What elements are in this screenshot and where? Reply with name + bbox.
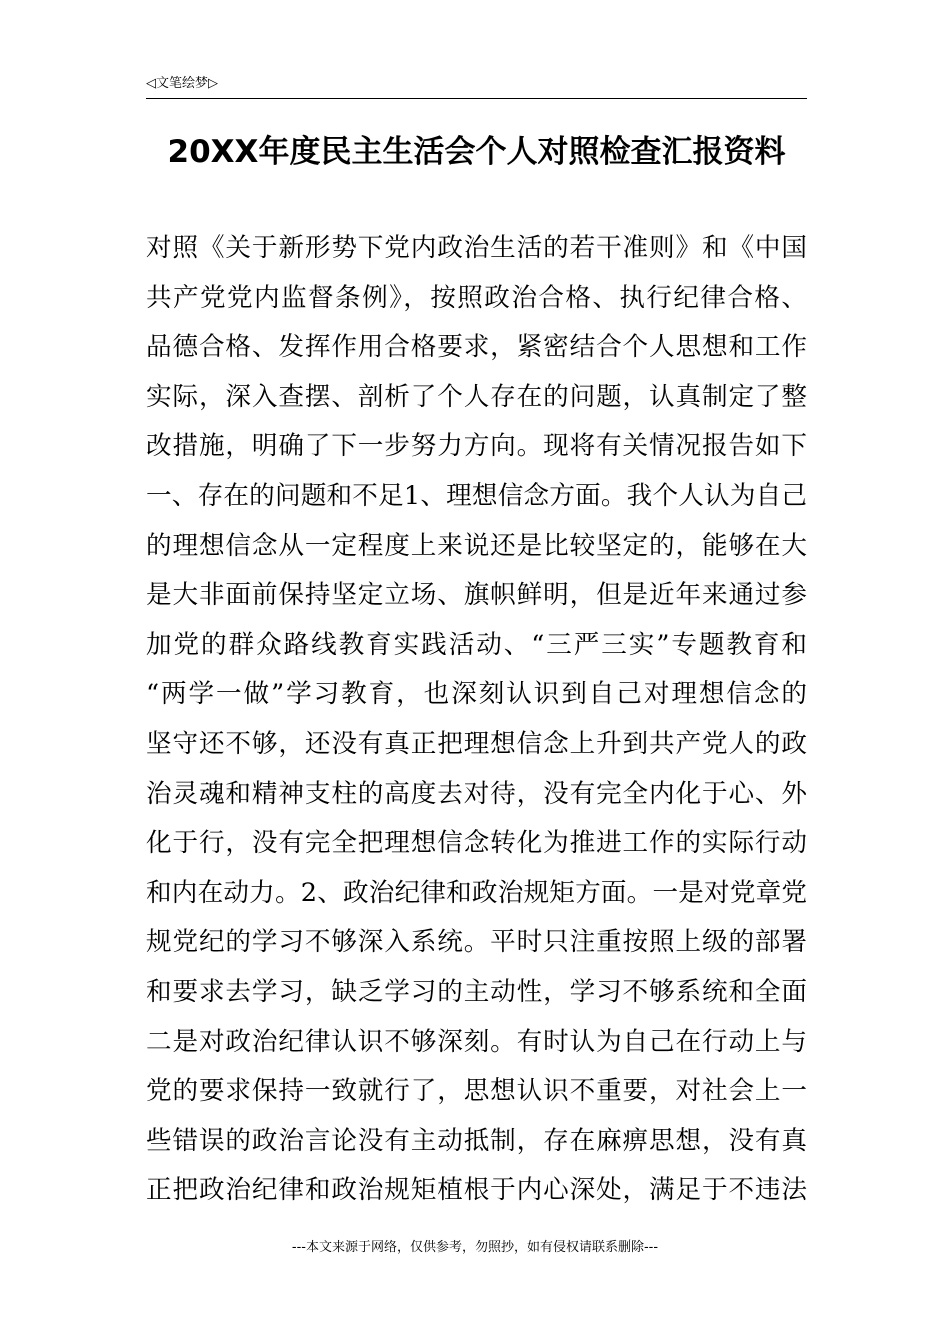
body-line: 治灵魂和精神支柱的高度去对待，没有完全内化于心、外 [146, 778, 807, 809]
body-line: 些错误的政治言论没有主动抵制，存在麻痹思想，没有真 [146, 1125, 807, 1156]
header-brand-text: ◁文笔绘梦▷ [146, 76, 218, 91]
body-line: 化于行，没有完全把理想信念转化为推进工作的实际行动 [146, 828, 807, 859]
body-line: 加党的群众路线教育实践活动、“三严三实”专题教育和 [146, 629, 807, 660]
body-line: 正把政治纪律和政治规矩植根于内心深处，满足于不违法 [146, 1175, 807, 1206]
page-footer-disclaimer: ---本文来源于网络，仅供参考，勿照抄，如有侵权请联系删除--- [291, 1240, 659, 1255]
document-body [146, 224, 807, 1216]
body-line: 和内在动力。2、政治纪律和政治规矩方面。一是对党章党 [146, 877, 807, 908]
body-line: 规党纪的学习不够深入系统。平时只注重按照上级的部署 [146, 927, 807, 958]
body-line: 和要求去学习，缺乏学习的主动性，学习不够系统和全面 [146, 976, 807, 1007]
body-line: 对照《关于新形势下党内政治生活的若干准则》和《中国 [146, 233, 807, 263]
body-line: “两学一做”学习教育，也深刻认识到自己对理想信念的 [146, 679, 807, 710]
body-line: 一、存在的问题和不足1、理想信念方面。我个人认为自己 [146, 480, 807, 511]
body-line: 品德合格、发挥作用合格要求，紧密结合个人思想和工作 [146, 332, 807, 363]
page-header [146, 74, 807, 99]
body-line: 是大非面前保持坚定立场、旗帜鲜明，但是近年来通过参 [146, 580, 807, 611]
body-line: 共产党党内监督条例》，按照政治合格、执行纪律合格、 [146, 282, 807, 313]
body-line: 二是对政治纪律认识不够深刻。有时认为自己在行动上与 [146, 1026, 807, 1057]
body-line: 党的要求保持一致就行了，思想认识不重要，对社会上一 [146, 1076, 807, 1107]
document-title: 20XX年度民主生活会个人对照检查汇报资料 [167, 134, 786, 170]
body-line: 的理想信念从一定程度上来说还是比较坚定的，能够在大 [146, 530, 807, 561]
body-line: 改措施，明确了下一步努力方向。现将有关情况报告如下 [146, 431, 807, 462]
body-line: 坚守还不够，还没有真正把理想信念上升到共产党人的政 [146, 728, 807, 759]
body-line: 实际，深入查摆、剖析了个人存在的问题，认真制定了整 [146, 381, 807, 412]
